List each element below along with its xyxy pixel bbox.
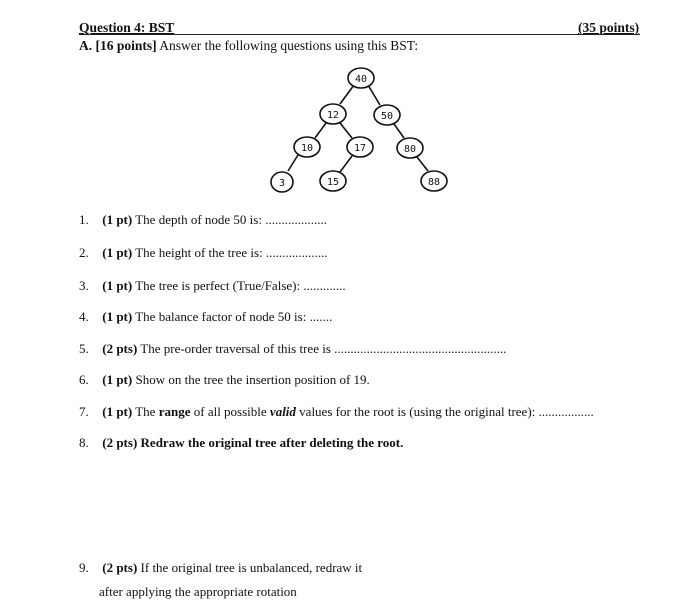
question-text: The depth of node 50 is: bbox=[135, 212, 262, 227]
tree-node-label: 15 bbox=[326, 177, 340, 188]
question-text: The bbox=[135, 404, 156, 419]
edge-40-12 bbox=[340, 85, 354, 104]
edge-17-15 bbox=[340, 156, 352, 172]
question-text: The pre-order traversal of this tree is bbox=[140, 341, 331, 356]
answer-blank[interactable]: ....... bbox=[309, 309, 333, 324]
question-points: (1 pt) bbox=[102, 212, 133, 227]
tree-node-15 bbox=[320, 171, 346, 191]
question-points: (1 pt) bbox=[102, 245, 133, 260]
question-text: values for the root is (using the original tree): bbox=[299, 404, 536, 419]
question-8 bbox=[79, 435, 403, 451]
tree-node-80 bbox=[397, 138, 423, 158]
edge-80-88 bbox=[417, 157, 428, 171]
question-6 bbox=[79, 372, 370, 388]
question-9 bbox=[79, 560, 362, 576]
question-points: (1 pt) bbox=[102, 404, 133, 419]
question-9-continuation: after applying the appropriate rotation bbox=[99, 584, 297, 599]
question-4 bbox=[79, 309, 332, 325]
question-7 bbox=[79, 404, 594, 420]
question-number: 8. bbox=[79, 435, 89, 450]
tree-node-88 bbox=[421, 171, 447, 191]
edge-12-17 bbox=[340, 123, 352, 138]
tree-node-40 bbox=[348, 68, 374, 88]
edge-40-50 bbox=[368, 85, 380, 105]
question-title: Question 4: BST bbox=[79, 20, 175, 35]
answer-blank[interactable]: ................... bbox=[265, 245, 328, 260]
tree-node-17 bbox=[347, 137, 373, 157]
tree-node-label: 50 bbox=[380, 111, 394, 122]
question-number: 3. bbox=[79, 278, 89, 293]
answer-blank[interactable]: ..................................................... bbox=[334, 341, 507, 356]
question-number: 7. bbox=[79, 404, 89, 419]
part-a-points: [16 points] bbox=[95, 38, 157, 53]
question-points: (2 pts) bbox=[102, 341, 138, 356]
question-points: (1 pt) bbox=[102, 278, 133, 293]
question-number: 1. bbox=[79, 212, 89, 227]
tree-node-10 bbox=[294, 137, 320, 157]
edge-12-10 bbox=[315, 123, 326, 138]
answer-blank[interactable]: ............. bbox=[303, 278, 346, 293]
question-text: Show on the tree the insertion position of 19. bbox=[135, 372, 370, 387]
question-5 bbox=[79, 341, 506, 357]
question-number: 9. bbox=[79, 560, 89, 575]
tree-node-3 bbox=[271, 172, 293, 192]
edge-10-3 bbox=[288, 155, 298, 171]
question-3 bbox=[79, 278, 346, 294]
part-a-text: Answer the following questions using this BST: bbox=[159, 38, 419, 53]
question-number: 5. bbox=[79, 341, 89, 356]
question-text: Redraw the original tree after deleting the root. bbox=[140, 435, 404, 450]
question-text-emphasis: range bbox=[158, 404, 191, 419]
tree-node-12 bbox=[320, 104, 346, 124]
tree-node-label: 40 bbox=[354, 74, 368, 85]
question-text: of all possible bbox=[193, 404, 267, 419]
question-text: If the original tree is unbalanced, redraw it bbox=[140, 560, 363, 575]
question-points: (1 pt) bbox=[102, 372, 133, 387]
question-text-emphasis: valid bbox=[269, 404, 296, 419]
question-1 bbox=[79, 212, 327, 228]
question-points: (2 pts) bbox=[102, 560, 138, 575]
tree-node-label: 88 bbox=[427, 177, 441, 188]
question-points: (35 points) bbox=[578, 20, 640, 35]
edge-50-80 bbox=[394, 124, 404, 138]
question-number: 4. bbox=[79, 309, 89, 324]
question-number: 6. bbox=[79, 372, 89, 387]
question-points: (2 pts) bbox=[102, 435, 138, 450]
tree-node-label: 3 bbox=[278, 178, 286, 189]
question-points: (1 pt) bbox=[102, 309, 133, 324]
tree-node-label: 12 bbox=[326, 110, 340, 121]
tree-node-label: 80 bbox=[403, 144, 417, 155]
question-number: 2. bbox=[79, 245, 89, 260]
answer-blank[interactable]: ................... bbox=[265, 212, 327, 227]
answer-blank[interactable]: ................. bbox=[538, 404, 594, 419]
part-a-label: A. bbox=[79, 38, 93, 53]
bst-diagram bbox=[0, 0, 700, 210]
tree-node-label: 17 bbox=[353, 143, 367, 154]
question-text: The tree is perfect (True/False): bbox=[135, 278, 301, 293]
tree-node-50 bbox=[374, 105, 400, 125]
tree-node-label: 10 bbox=[300, 143, 314, 154]
question-2 bbox=[79, 245, 328, 261]
question-text: The balance factor of node 50 is: bbox=[135, 309, 307, 324]
question-text: The height of the tree is: bbox=[135, 245, 263, 260]
